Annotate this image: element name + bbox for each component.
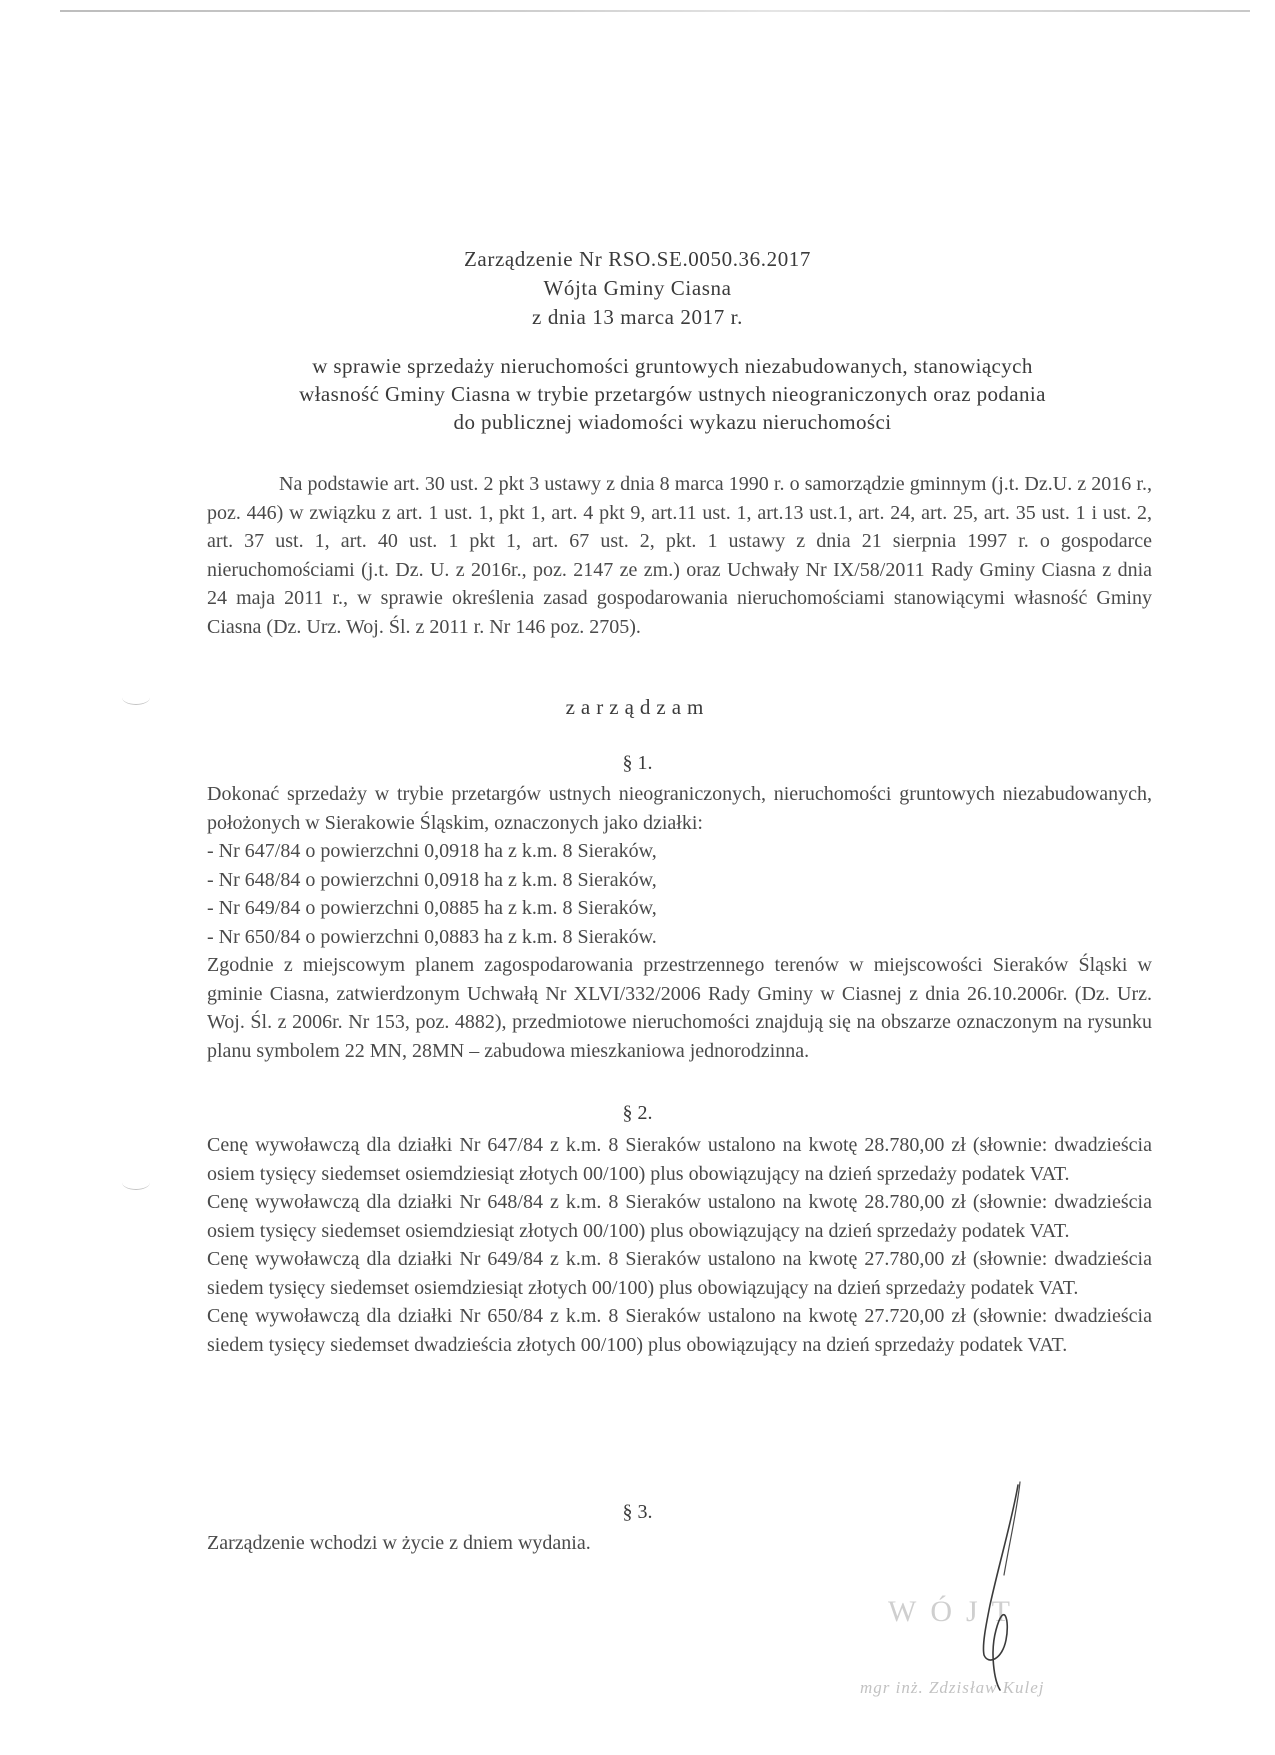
punch-hole-mark bbox=[122, 1175, 150, 1190]
parcel-item: - Nr 650/84 o powierzchni 0,0883 ha z k.m. 8 Sieraków. bbox=[207, 925, 657, 948]
ordinance-subject bbox=[190, 352, 1155, 436]
section-3-mark: § 3. bbox=[622, 1501, 653, 1523]
decree-word: zarządzam bbox=[565, 695, 710, 719]
legal-basis: Na podstawie art. 30 ust. 2 pkt 3 ustawy z dnia 8 marca 1990 r. o samorządzie gminnym (j.t. Dz.U. z 2016 r., poz. 446) w związku z art. 1 ust. 1, pkt 1, art. 4 pkt 9, art.11 ust. 1, art.13 ust.1, art. 24, art. 25, art. 35 ust. 1 i ust. 2, art. 37 ust. 1, art. 40 ust. 1 pkt 1, art. 67 ust. 2, pkt. 1 ustawy z dnia 21 sierpnia 1997 r. o gospodarce nieruchomościami (j.t. Dz. U. z 2016r., poz. 2147 ze zm.) oraz Uchwały Nr IX/58/2011 Rady Gminy Ciasna z dnia 24 maja 2011 r., w sprawie określenia zasad gospodarowania nieruchomościami stanowiącymi własność Gminy Ciasna (Dz. Urz. Woj. Śl. z 2011 r. Nr 146 poz. 2705). bbox=[207, 473, 1152, 638]
punch-hole-mark bbox=[122, 690, 150, 705]
price-paragraph: Cenę wywoławczą dla działki Nr 648/84 z k.m. 8 Sieraków ustalono na kwotę 28.780,00 zł (słownie: dwadzieścia osiem tysięcy siedemset osiemdziesiąt złotych 00/100) plus obowiązujący na dzień sprzedaży podatek VAT. bbox=[207, 1191, 1152, 1242]
parcel-item: - Nr 647/84 o powierzchni 0,0918 ha z k.m. 8 Sieraków, bbox=[207, 840, 657, 862]
subject-line-3: do publicznej wiadomości wykazu nieruchomości bbox=[453, 410, 892, 434]
price-paragraph: Cenę wywoławczą dla działki Nr 647/84 z k.m. 8 Sieraków ustalono na kwotę 28.780,00 zł (słownie: dwadzieścia osiem tysięcy siedemset osiemdziesiąt złotych 00/100) plus obowiązujący na dzień sprzedaży podatek VAT. bbox=[207, 1134, 1152, 1185]
official-stamp-title: WÓJT bbox=[888, 1595, 1024, 1628]
section-1-intro: Dokonać sprzedaży w trybie przetargów ustnych nieograniczonych, nieruchomości gruntowych niezabudowanych, położonych w Sierakowie Śląskim, oznaczonych jako działki: bbox=[207, 783, 1152, 834]
scan-edge-line bbox=[60, 10, 1250, 12]
subject-line-1: w sprawie sprzedaży nieruchomości gruntowych niezabudowanych, stanowiących bbox=[312, 354, 1033, 378]
parcel-item: - Nr 648/84 o powierzchni 0,0918 ha z k.m. 8 Sieraków, bbox=[207, 868, 657, 891]
price-paragraph: Cenę wywoławczą dla działki Nr 650/84 z k.m. 8 Sieraków ustalono na kwotę 27.720,00 zł (słownie: dwadzieścia siedem tysięcy siedemset dwadzieścia złotych 00/100) plus obowiązujący na dzień sprzedaży podatek VAT. bbox=[207, 1305, 1152, 1356]
handwritten-signature bbox=[960, 1480, 1040, 1700]
section-1 bbox=[207, 780, 1152, 1065]
parcel-item: - Nr 649/84 o powierzchni 0,0885 ha z k.m. 8 Sieraków, bbox=[207, 897, 657, 919]
official-stamp-name: mgr inż. Zdzisław Kulej bbox=[860, 1678, 1045, 1697]
ordinance-number: Zarządzenie Nr RSO.SE.0050.36.2017 bbox=[464, 247, 811, 271]
effective-date-clause: Zarządzenie wchodzi w życie z dniem wydania. bbox=[207, 1532, 591, 1554]
section-1-mark: § 1. bbox=[622, 752, 653, 774]
document-header bbox=[0, 245, 1275, 332]
section-2-mark: § 2. bbox=[622, 1102, 653, 1124]
issuer: Wójta Gminy Ciasna bbox=[543, 276, 732, 300]
subject-line-2: własność Gminy Ciasna w trybie przetargów ustnych nieograniczonych oraz podania bbox=[299, 382, 1046, 406]
price-paragraph: Cenę wywoławczą dla działki Nr 649/84 z k.m. 8 Sieraków ustalono na kwotę 27.780,00 zł (słownie: dwadzieścia siedem tysięcy siedemset osiemdziesiąt złotych 00/100) plus obowiązujący na dzień sprzedaży podatek VAT. bbox=[207, 1248, 1152, 1299]
zoning-info: Zgodnie z miejscowym planem zagospodarowania przestrzennego terenów w miejscowości Sieraków Śląski w gminie Ciasna, zatwierdzonym Uchwałą Nr XLVI/332/2006 Rady Gminy w Ciasnej z dnia 26.10.2006r. (Dz. Urz. Woj. Śl. z 2006r. Nr 153, poz. 4882), przedmiotowe nieruchomości znajdują się na obszarze oznaczonym na rysunku planu symbolem 22 MN, 28MN – zabudowa mieszkaniowa jednorodzinna. bbox=[207, 954, 1152, 1062]
issue-date: z dnia 13 marca 2017 r. bbox=[532, 305, 743, 329]
section-2 bbox=[207, 1131, 1152, 1359]
